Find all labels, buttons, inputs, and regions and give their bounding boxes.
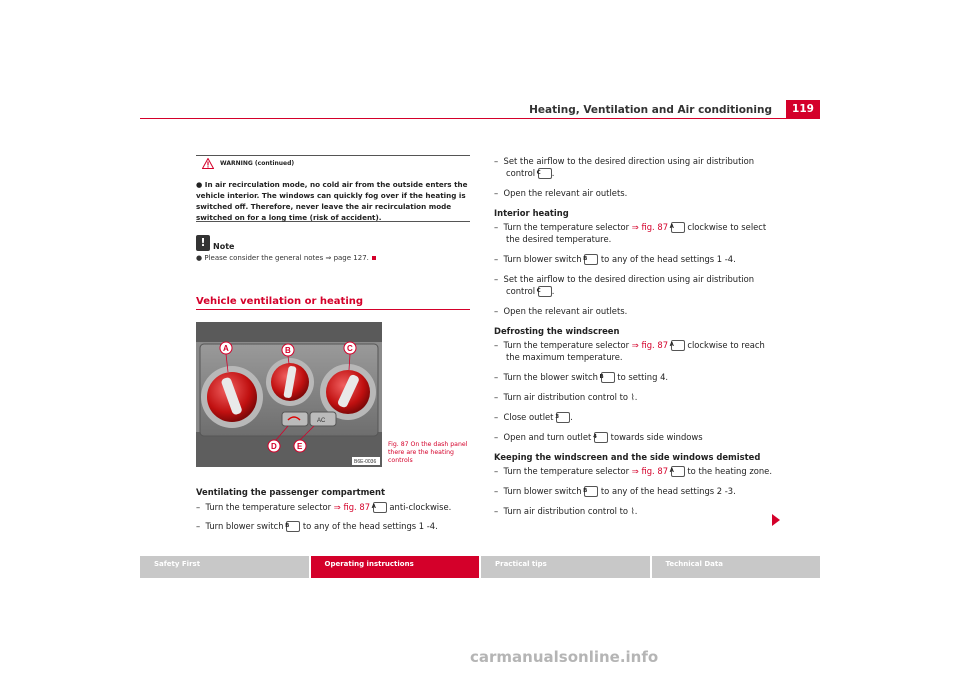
demist-step-3: – Turn air distribution control to ⌇.	[494, 506, 638, 516]
ventilating-heading: Ventilating the passenger compartment	[196, 487, 385, 497]
control-b-badge: B	[601, 372, 615, 383]
defrost-heading: Defrosting the windscreen	[494, 326, 620, 336]
vent-step-4: – Open the relevant air outlets.	[494, 188, 628, 198]
defrost-step-5: – Open and turn outlet 4 towards side windows	[494, 432, 703, 442]
fig-ref-link[interactable]: ⇒ fig. 87	[631, 340, 669, 350]
section-rule	[196, 309, 470, 310]
tab-operating-instructions[interactable]: Operating instructions	[311, 556, 480, 578]
demist-step-2: – Turn blower switch B to any of the head settings 2 -3.	[494, 486, 736, 496]
outlet-3-badge: 3	[556, 412, 570, 423]
tab-practical-tips[interactable]: Practical tips	[481, 556, 650, 578]
bullet-icon: ●	[196, 254, 205, 262]
heat-step-1: – Turn the temperature selector ⇒ fig. 87 A clockwise to select the desired temperature.	[494, 222, 767, 244]
note-icon: !	[196, 235, 210, 251]
control-c-badge: C	[538, 286, 552, 297]
figure-code: B6E-0036	[354, 459, 377, 465]
heating-panel-illustration	[196, 322, 382, 467]
demist-heading: Keeping the windscreen and the side windows demisted	[494, 452, 761, 462]
figure-label-c	[344, 342, 356, 354]
heat-step-4: – Open the relevant air outlets.	[494, 306, 628, 316]
bullet-icon: ●	[196, 180, 205, 189]
control-b-badge: B	[584, 254, 598, 265]
control-a-badge: A	[671, 222, 685, 233]
control-a-badge: A	[671, 466, 685, 477]
windscreen-defrost-icon: ⌇	[630, 506, 635, 516]
svg-text:C: C	[347, 344, 353, 353]
warning-box	[196, 155, 470, 222]
end-marker-icon	[372, 256, 376, 260]
warning-triangle-icon	[202, 158, 214, 169]
svg-text:E: E	[297, 442, 303, 451]
svg-text:A: A	[223, 344, 229, 353]
section-title: Vehicle ventilation or heating	[196, 296, 364, 307]
figure-label-d	[268, 440, 280, 452]
svg-text:D: D	[271, 442, 277, 451]
right-column	[494, 155, 779, 517]
figure-label-a	[220, 342, 232, 354]
note-body: Please consider the general notes ⇒ page 127.	[204, 254, 369, 262]
warning-body: In air recirculation mode, no cold air from the outside enters the vehicle interior. The windows can quickly fog over if the heating is switched off. Therefore, never leave the air recirculation mode switched on for a long time (risk of accident).	[196, 180, 468, 222]
figure-caption: Fig. 87 On the dash panel there are the heating controls	[388, 441, 468, 464]
svg-text:B: B	[285, 346, 291, 355]
vent-step-1: – Turn the temperature selector ⇒ fig. 87 A anti-clockwise.	[196, 502, 452, 512]
warning-top-rule	[196, 155, 470, 156]
vent-step-2: – Turn blower switch B to any of the head settings 1 -4.	[196, 521, 438, 531]
note-header	[196, 235, 234, 251]
page-header-title: Heating, Ventilation and Air conditioning	[529, 104, 772, 116]
note-title: Note	[213, 242, 235, 251]
page-number: 119	[786, 100, 820, 118]
vent-step-3: – Set the airflow to the desired direction using air distribution control C .	[494, 156, 755, 178]
defrost-step-3: – Turn air distribution control to ⌇.	[494, 392, 638, 402]
footer-tabs	[140, 556, 820, 578]
watermark-text: carmanualsonline.info	[470, 648, 659, 666]
left-column	[196, 486, 476, 532]
figure-label-b	[282, 344, 294, 356]
fig-ref-link[interactable]: ⇒ fig. 87	[631, 466, 669, 476]
defrost-step-1: – Turn the temperature selector ⇒ fig. 87 A clockwise to reach the maximum temperature.	[494, 340, 765, 362]
next-page-arrow-icon[interactable]	[772, 514, 780, 526]
fig-ref-link[interactable]: ⇒ fig. 87	[631, 222, 669, 232]
header-rule	[140, 118, 820, 119]
ac-button-label: AC	[317, 418, 326, 424]
fig-ref-link[interactable]: ⇒ fig. 87	[333, 502, 371, 512]
heat-step-3: – Set the airflow to the desired direction using air distribution control C .	[494, 274, 755, 296]
warning-header	[202, 158, 294, 169]
interior-heating-heading: Interior heating	[494, 208, 569, 218]
control-c-badge: C	[538, 168, 552, 179]
control-b-badge: B	[286, 521, 300, 532]
outlet-4-badge: 4	[594, 432, 608, 443]
heat-step-2: – Turn blower switch B to any of the head settings 1 -4.	[494, 254, 736, 264]
windscreen-defrost-icon: ⌇	[630, 392, 635, 402]
defrost-step-2: – Turn the blower switch B to setting 4.	[494, 372, 669, 382]
warning-title: WARNING (continued)	[220, 160, 295, 167]
control-b-badge: B	[584, 486, 598, 497]
figure-label-e	[294, 440, 306, 452]
demist-step-1: – Turn the temperature selector ⇒ fig. 87 A to the heating zone.	[494, 466, 772, 476]
defrost-step-4: – Close outlet 3 .	[494, 412, 573, 422]
tab-technical-data[interactable]: Technical Data	[652, 556, 821, 578]
tab-safety-first[interactable]: Safety First	[140, 556, 309, 578]
note-text	[196, 254, 376, 262]
heating-controls-figure	[196, 322, 382, 467]
warning-text	[196, 179, 470, 223]
control-a-badge: A	[671, 340, 685, 351]
control-a-badge: A	[373, 502, 387, 513]
